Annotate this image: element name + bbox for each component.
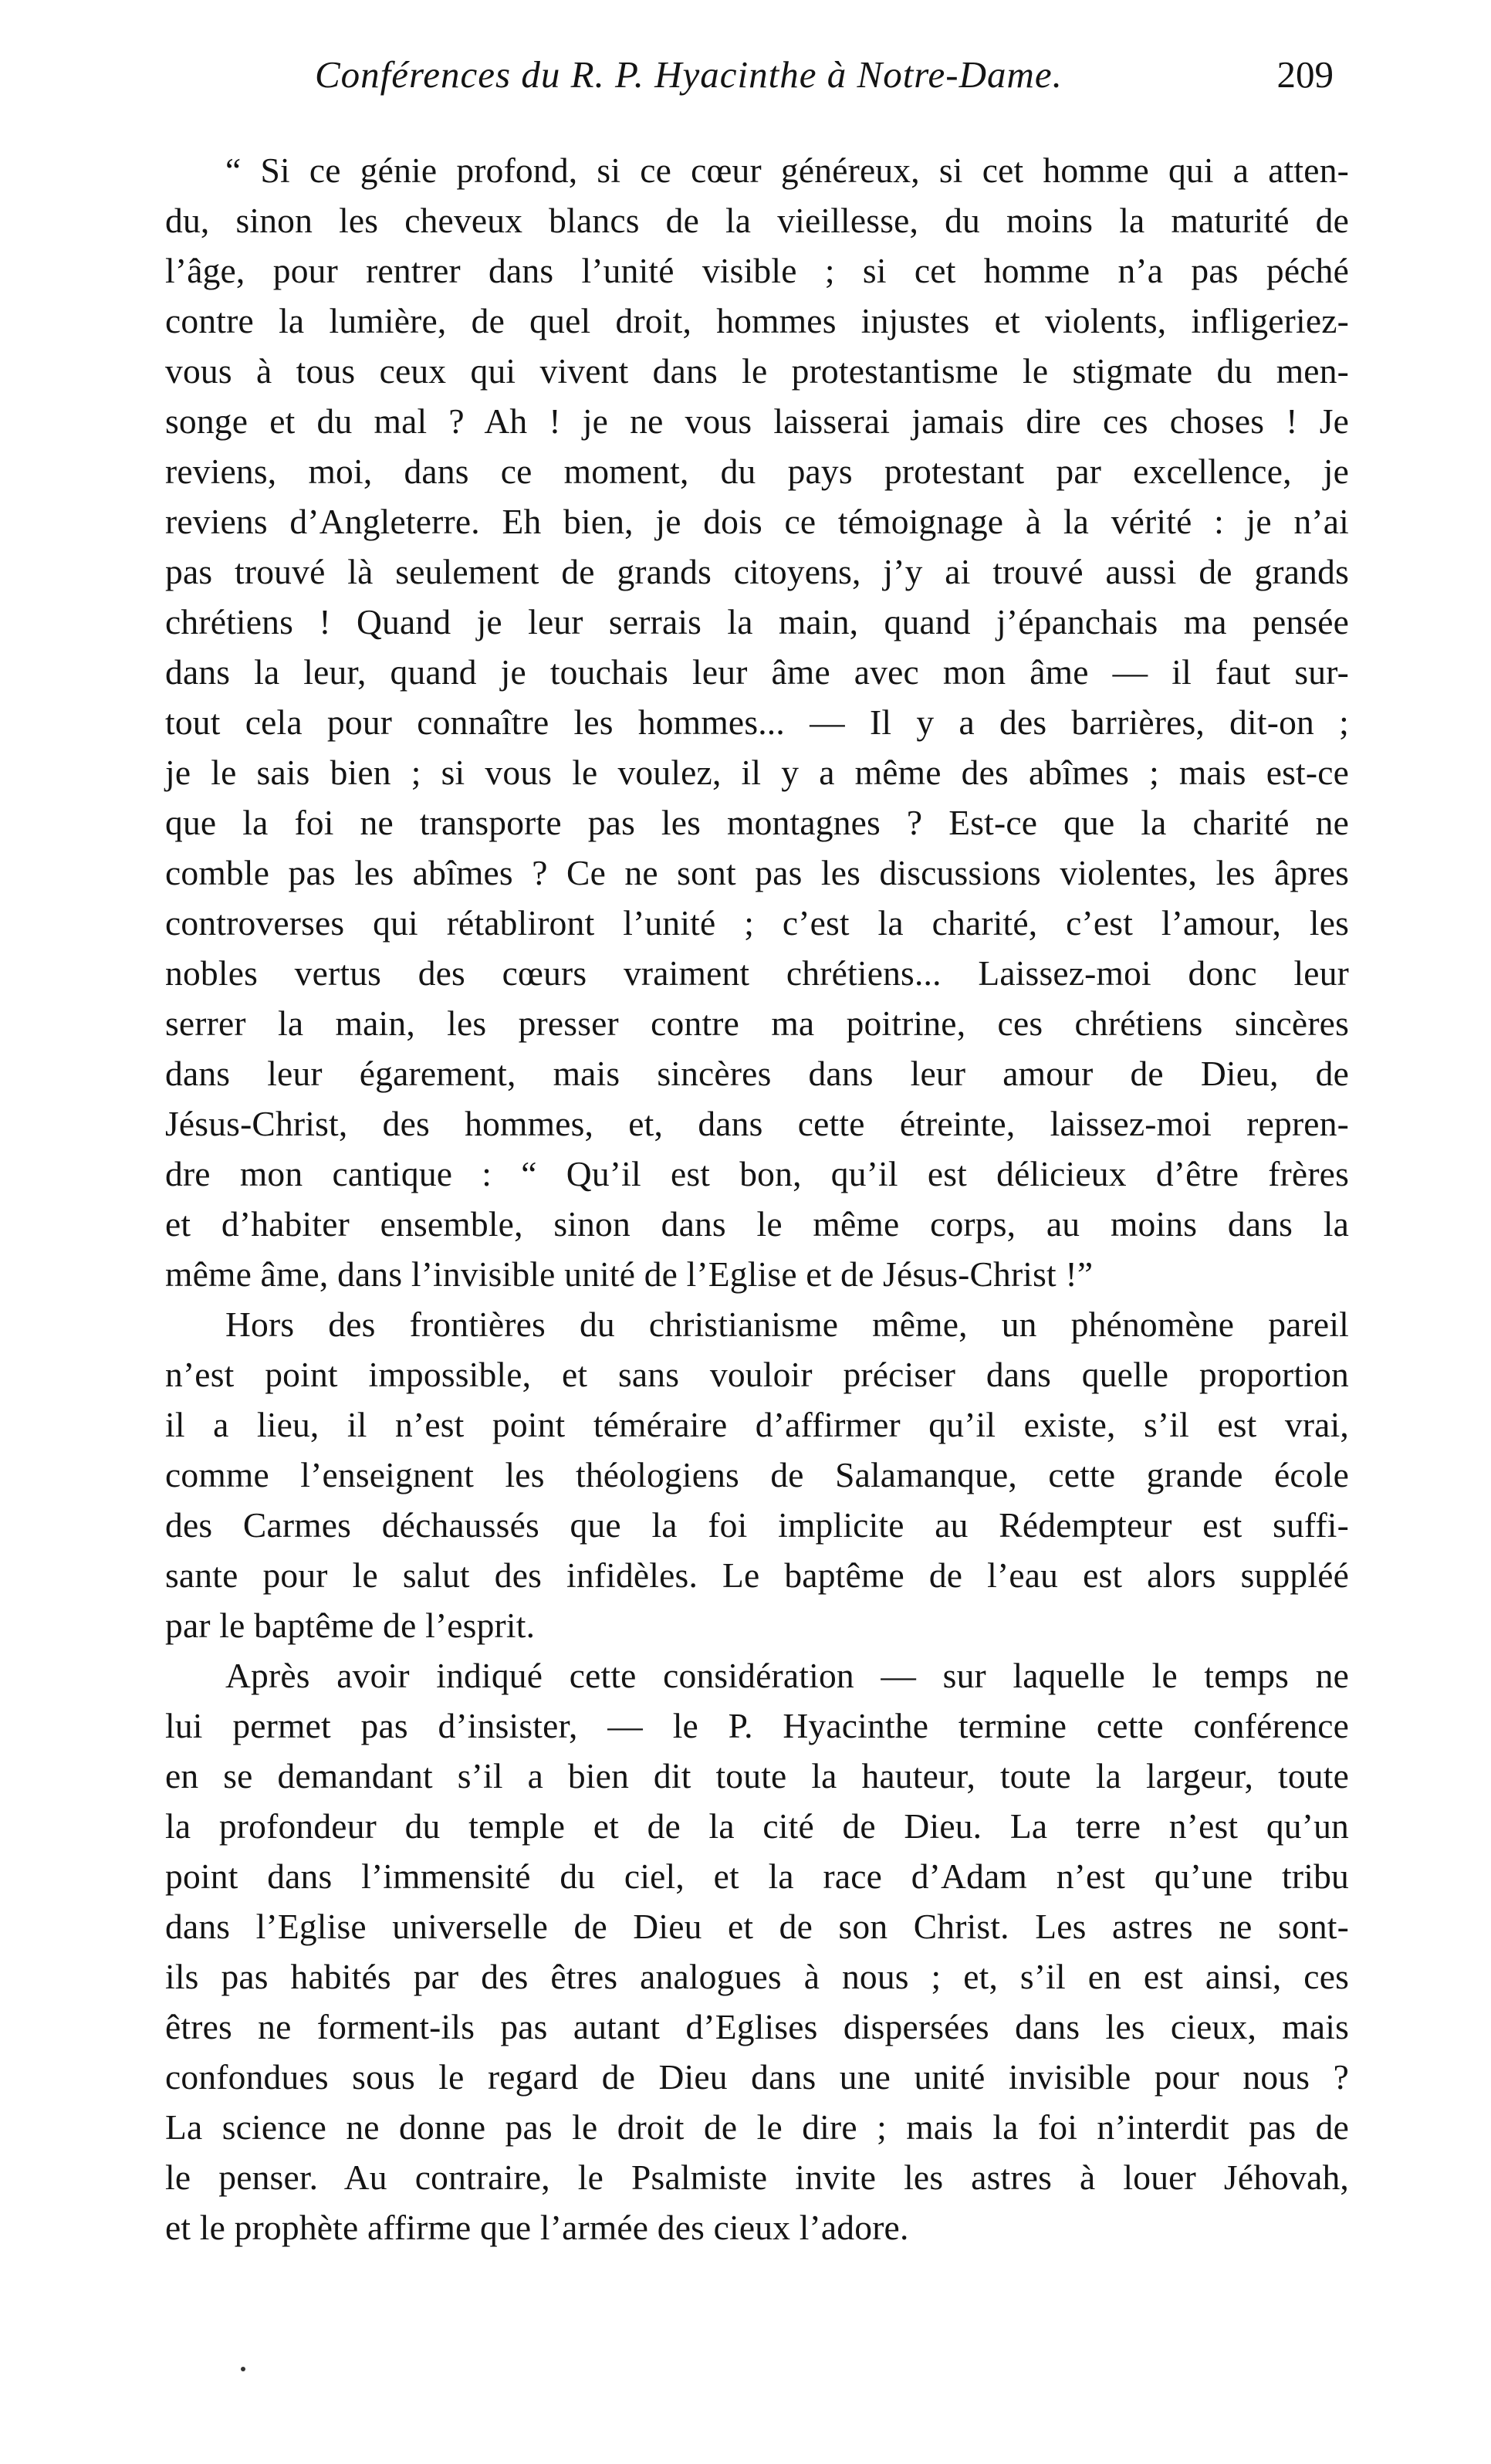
text-line: songe et du mal ? Ah ! je ne vous laisserai jamais dire ces choses ! Je [165,401,1349,441]
paragraph-salamanca [165,1299,1349,1650]
text-line: comble pas les abîmes ? Ce ne sont pas les discussions violentes, les âpres [165,853,1349,892]
text-line: il a lieu, il n’est point téméraire d’affirmer qu’il existe, s’il est vrai, [165,1405,1349,1444]
text-line: reviens, moi, dans ce moment, du pays protestant par excellence, je [165,452,1349,491]
running-title: Conférences du R. P. Hyacinthe à Notre-Dame. [315,53,1063,96]
page-number: 209 [1276,53,1334,96]
text-line: pas trouvé là seulement de grands citoyens, j’y ai trouvé aussi de grands [165,552,1349,591]
text-line: contre la lumière, de quel droit, hommes injustes et violents, infligeriez- [165,301,1349,340]
text-line: Jésus-Christ, des hommes, et, dans cette étreinte, laissez-moi repren- [165,1104,1349,1143]
text-line: le penser. Au contraire, le Psalmiste invite les astres à louer Jéhovah, [165,2158,1349,2197]
text-line: serrer la main, les presser contre ma poitrine, ces chrétiens sincères [165,1004,1349,1043]
text-line: du, sinon les cheveux blancs de la vieillesse, du moins la maturité de [165,201,1349,240]
text-line: “ Si ce génie profond, si ce cœur généreux, si cet homme qui a atten- [225,151,1349,190]
text-line: dans leur égarement, mais sincères dans leur amour de Dieu, de [165,1054,1349,1093]
text-line: des Carmes déchaussés que la foi implicite au Rédempteur est suffi- [165,1505,1349,1545]
text-line: reviens d’Angleterre. Eh bien, je dois ce témoignage à la vérité : je n’ai [165,502,1349,541]
text-line: par le baptême de l’esprit. [165,1606,536,1645]
body-text [165,145,1349,2291]
text-line: la profondeur du temple et de la cité de Dieu. La terre n’est qu’un [165,1806,1349,1846]
text-line: nobles vertus des cœurs vraiment chrétiens... Laissez-moi donc leur [165,953,1349,993]
text-line: tout cela pour connaître les hommes... — Il y a des barrières, dit-on ; [165,702,1349,742]
text-line: lui permet pas d’insister, — le P. Hyacinthe termine cette conférence [165,1706,1349,1745]
text-line: chrétiens ! Quand je leur serrais la main, quand j’épanchais ma pensée [165,602,1349,641]
text-line: Hors des frontières du christianisme même, un phénomène pareil [225,1305,1349,1344]
text-line: et le prophète affirme que l’armée des cieux l’adore. [165,2208,909,2247]
text-line: sante pour le salut des infidèles. Le baptême de l’eau est alors suppléé [165,1555,1349,1595]
text-line: n’est point impossible, et sans vouloir préciser dans quelle proportion [165,1355,1349,1394]
paragraph-conclusion [165,1650,1349,2252]
text-line: ils pas habités par des êtres analogues à nous ; et, s’il en est ainsi, ces [165,1957,1349,1996]
running-head [315,52,1334,114]
text-line: dans l’Eglise universelle de Dieu et de son Christ. Les astres ne sont- [165,1907,1349,1946]
text-line: même âme, dans l’invisible unité de l’Eglise et de Jésus-Christ !” [165,1254,1094,1294]
text-line: point dans l’immensité du ciel, et la race d’Adam n’est qu’une tribu [165,1856,1349,1896]
text-line: et d’habiter ensemble, sinon dans le même corps, au moins dans la [165,1204,1349,1244]
text-line: confondues sous le regard de Dieu dans une unité invisible pour nous ? [165,2057,1349,2097]
text-line: comme l’enseignent les théologiens de Salamanque, cette grande école [165,1455,1349,1494]
text-line: je le sais bien ; si vous le voulez, il y a même des abîmes ; mais est-ce [165,753,1349,792]
text-line: êtres ne forment-ils pas autant d’Eglises dispersées dans les cieux, mais [165,2007,1349,2046]
text-line: Après avoir indiqué cette considération — sur laquelle le temps ne [225,1656,1349,1695]
paragraph-quotation [165,145,1349,1299]
text-line: controverses qui rétabliront l’unité ; c’est la charité, c’est l’amour, les [165,903,1349,943]
text-line: La science ne donne pas le droit de le dire ; mais la foi n’interdit pas de [165,2107,1349,2147]
text-line: l’âge, pour rentrer dans l’unité visible ; si cet homme n’a pas péché [165,251,1349,290]
ink-speck [241,2367,245,2371]
text-line: en se demandant s’il a bien dit toute la hauteur, toute la largeur, toute [165,1756,1349,1796]
text-line: dre mon cantique : “ Qu’il est bon, qu’il est délicieux d’être frères [165,1154,1349,1193]
text-line: vous à tous ceux qui vivent dans le protestantisme le stigmate du men- [165,351,1349,391]
text-line: dans la leur, quand je touchais leur âme avec mon âme — il faut sur- [165,652,1349,692]
text-line: que la foi ne transporte pas les montagnes ? Est-ce que la charité ne [165,803,1349,842]
